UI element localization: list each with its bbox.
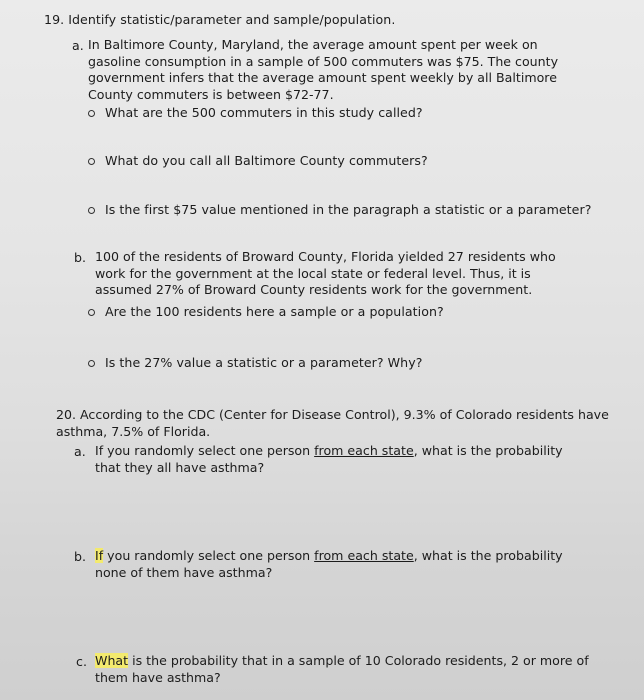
bullet-icon: [88, 207, 95, 214]
q19-b-paragraph: 100 of the residents of Broward County, Florida yielded 27 residents who work for the government at the local state or federal level. Thus, it is assumed 27% of Broward County residents work for the government.: [95, 249, 556, 297]
q19-a-bullet-2: What do you call all Baltimore County commuters?: [105, 153, 428, 168]
bullet-icon: [88, 110, 95, 117]
q19-a-label: a.: [72, 38, 84, 53]
q20-b-highlight: If: [95, 548, 104, 563]
q20-a-post: , what is the probability that they all have asthma?: [95, 443, 563, 475]
q19-b-label: b.: [74, 250, 87, 265]
q19-b-bullet-1: Are the 100 residents here a sample or a population?: [105, 304, 444, 319]
q20-intro: [56, 407, 616, 440]
q19-title: 19. Identify statistic/parameter and sample/population.: [44, 12, 396, 27]
q20-b-pre: you randomly select one person: [103, 548, 315, 563]
q19-b-bullet-2: Is the 27% value a statistic or a parameter? Why?: [105, 355, 423, 370]
q20-c-label: c.: [76, 654, 88, 669]
q20-c-highlight: What: [95, 653, 129, 668]
q20-c-rest: is the probability that in a sample of 10 Colorado residents, 2 or more of them have asthma?: [95, 653, 589, 685]
q20-b-paragraph: [95, 548, 585, 581]
q19-a-paragraph: In Baltimore County, Maryland, the average amount spent per week on gasoline consumption in a sample of 500 commuters was $75. The county government infers that the average amount spent weekly by all Baltimore County commuters is between $72-77.: [88, 37, 559, 102]
q20-a-paragraph: [95, 443, 585, 476]
q20-b-post: , what is the probability none of them have asthma?: [95, 548, 563, 580]
bullet-icon: [88, 360, 95, 367]
q20-a-pre: If you randomly select one person: [95, 443, 315, 458]
bullet-icon: [88, 309, 95, 316]
bullet-icon: [88, 158, 95, 165]
q20-c-paragraph: [95, 653, 595, 686]
q19-a-bullet-3: Is the first $75 value mentioned in the paragraph a statistic or a parameter?: [105, 202, 592, 217]
q20-b-underline: from each state: [314, 548, 414, 563]
q20-a-label: a.: [74, 444, 86, 459]
q20-b-label: b.: [74, 549, 87, 564]
q20-intro-text: 20. According to the CDC (Center for Disease Control), 9.3% of Colorado residents have asthma, 7.5% of Florida.: [56, 407, 609, 439]
q19-a-bullet-1: What are the 500 commuters in this study called?: [105, 105, 423, 120]
q20-a-underline: from each state: [314, 443, 414, 458]
